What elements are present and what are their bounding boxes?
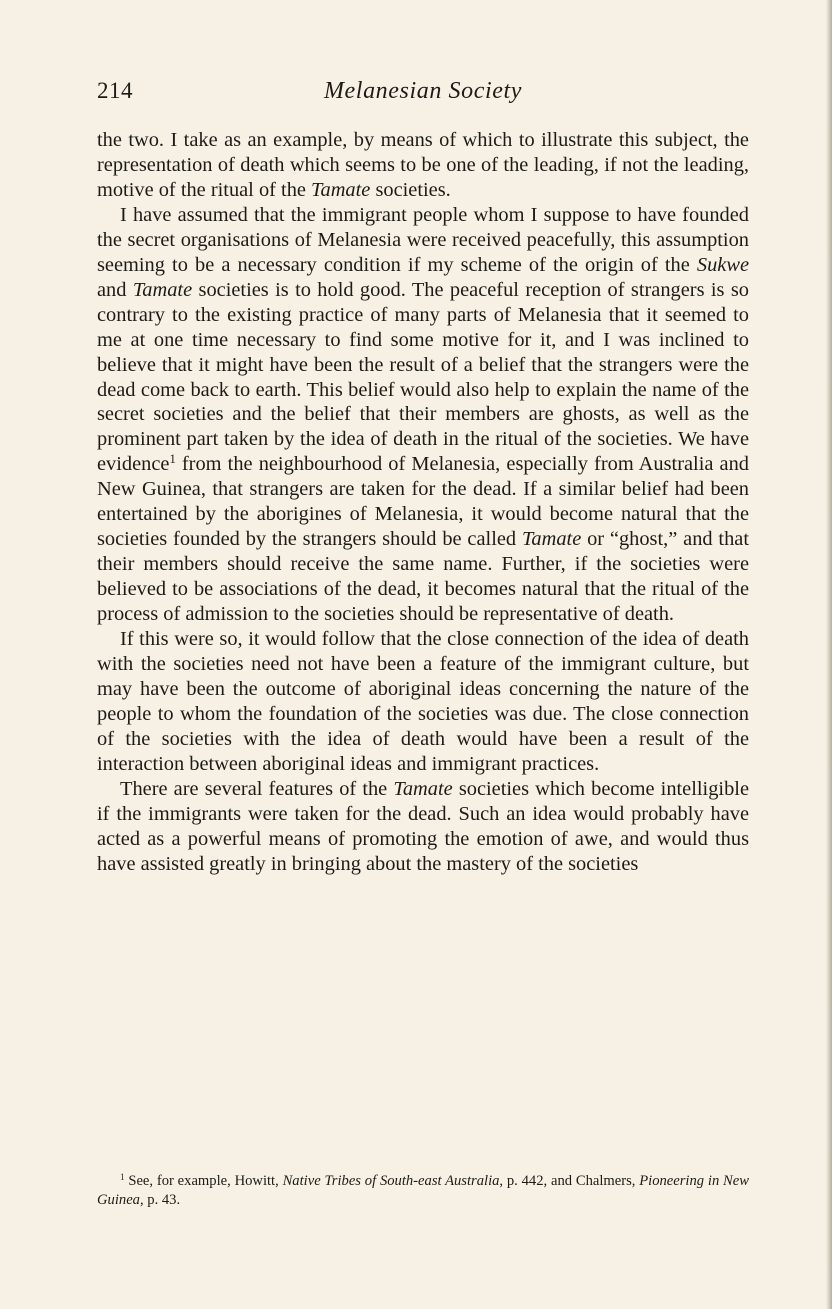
italic-title: Pioneering in New Guinea <box>97 1173 749 1208</box>
text-run: There are several features of the <box>120 777 394 800</box>
page-number: 214 <box>97 78 133 103</box>
italic-term: Tamate <box>311 178 371 201</box>
paragraph-4 <box>97 777 749 877</box>
paragraph-3 <box>97 627 749 777</box>
italic-term: Tamate <box>132 278 193 301</box>
text-run: from the neighbourhood of Melanesia, especially from Australia and New Guinea, that strangers are taken for the dead. If a similar belief had been entertained by the aborigines of Melanesia, it would become natural that the societies founded by the strangers should be called <box>97 453 749 551</box>
footnote-text <box>97 1172 749 1210</box>
text-run: , p. 43. <box>139 1192 181 1208</box>
italic-term: Sukwe <box>696 253 749 276</box>
italic-title: Native Tribes of South-east Australia <box>282 1173 500 1189</box>
footnote-marker: 1 <box>169 452 176 467</box>
text-run: and <box>97 278 133 301</box>
italic-term: Tamate <box>521 528 582 551</box>
footnote-number: 1 <box>120 1172 125 1183</box>
text-run: I have assumed that the immigrant people whom I suppose to have founded the secret organisations of Melanesia were received peacefully, this assumption seeming to be a necessary condition if my scheme of the origin of the <box>97 203 749 276</box>
text-run: , p. 442, and Chalmers, <box>499 1173 640 1189</box>
text-run: societies is to hold good. The peaceful reception of strangers is so contrary to the existing practice of many parts of Melanesia that it seemed to me at one time necessary to find some motive for it, and I was inclined to believe that it might have been the result of a belief that the strangers were the dead come back to earth. This belief would also help to explain the name of the secret societies and the belief that their members are ghosts, as well as the prominent part taken by the idea of death in the ritual of the societies. We have evidence <box>97 278 749 476</box>
text-run: the two. I take as an example, by means of which to illustrate this subject, the representation of death which seems to be one of the leading, if not the leading, motive of the ritual of the <box>97 129 749 201</box>
paragraph-1 <box>97 128 749 203</box>
page-edge-shadow <box>826 0 832 1309</box>
running-title: Melanesian Society <box>323 78 523 104</box>
text-run: societies which become intelligible if the immigrants were taken for the dead. Such an idea would probably have acted as a powerful means of promoting the emotion of awe, and would thus have assisted greatly in bringing about the mastery of the societies <box>97 777 749 875</box>
page-header <box>97 78 749 114</box>
italic-term: Tamate <box>393 777 453 800</box>
text-run: societies. <box>370 178 451 201</box>
text-run: or “ghost,” and that their members should receive the same name. Further, if the societies were believed to be associations of the dead, it becomes natural that the ritual of the process of admission to the societies should be representative of death. <box>97 528 750 626</box>
text-run: If this were so, it would follow that the close connection of the idea of death with the societies need not have been a feature of the immigrant culture, but may have been the outcome of aboriginal ideas concerning the nature of the people to whom the foundation of the societies was due. The close connection of the societies with the idea of death would have been a result of the interaction between aboriginal ideas and immigrant practices. <box>97 628 749 775</box>
body-text <box>97 128 749 877</box>
text-run: See, for example, Howitt, <box>124 1173 283 1189</box>
paragraph-2 <box>97 203 749 627</box>
footnote <box>97 1172 749 1210</box>
